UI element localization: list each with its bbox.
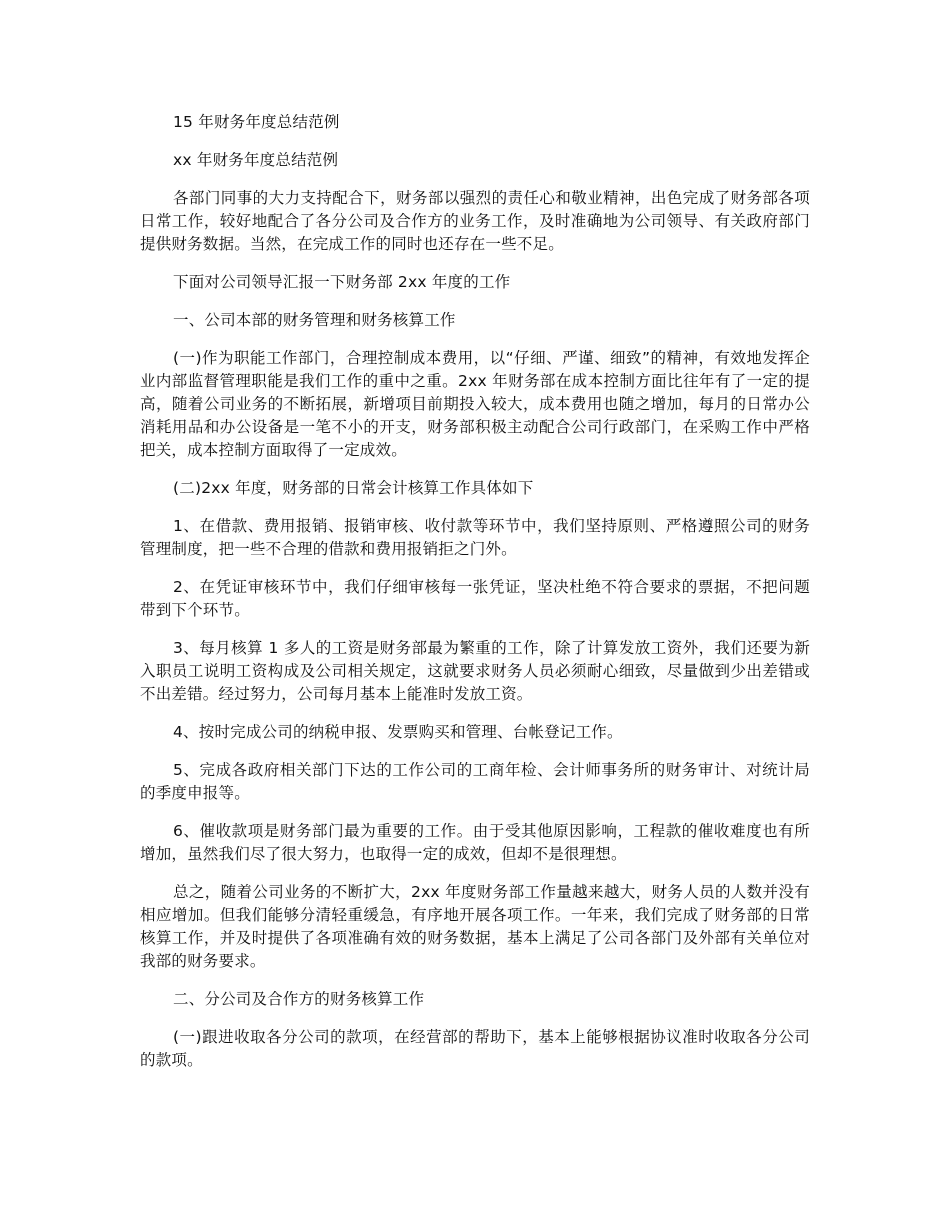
report-lead-line: 下面对公司领导汇报一下财务部 2xx 年度的工作 (173, 273, 511, 291)
section-2-paragraph-1: (一)跟进收取各分公司的款项，在经营部的帮助下，基本上能够根据协议准时收取各分公司的款项。 (140, 1028, 810, 1069)
section-heading-1: 一、公司本部的财务管理和财务核算工作 (173, 311, 456, 329)
list-item-6: 6、催收款项是财务部门最为重要的工作。由于受其他原因影响，工程款的催收难度也有所增加，虽然我们尽了很大努力，也取得一定的成效，但却不是很理想。 (140, 822, 810, 863)
summary-paragraph: 总之，随着公司业务的不断扩大，2xx 年度财务部工作量越来越大，财务人员的人数并没有相应增加。但我们能够分清轻重缓急，有序地开展各项工作。一年来，我们完成了财务部的日常核算工作，并及时提供了各项准确有效的财务数据，基本上满足了公司各部门及外部有关单位对我部的财务要求。 (140, 883, 810, 970)
subsection-1-paragraph: (一)作为职能工作部门，合理控制成本费用，以“仔细、严谨、细致”的精神，有效地发挥企业内部监督管理职能是我们工作的重中之重。2xx 年财务部在成本控制方面比往年有了一定的提高，随着公司业务的不断拓展，新增项目前期投入较大，成本费用也随之增加，每月的日常办公消耗用品和办公设备是一笔不小的开支，财务部积极主动配合公司行政部门，在采购工作中严格把关，成本控制方面取得了一定成效。 (140, 349, 810, 459)
list-item-3: 3、每月核算 1 多人的工资是财务部最为繁重的工作，除了计算发放工资外，我们还要为新入职员工说明工资构成及公司相关规定，这就要求财务人员必须耐心细致，尽量做到少出差错或不出差错。经过努力，公司每月基本上能准时发放工资。 (140, 639, 810, 703)
list-item-2: 2、在凭证审核环节中，我们仔细审核每一张凭证，坚决杜绝不符合要求的票据，不把问题带到下个环节。 (140, 578, 810, 619)
intro-paragraph: 各部门同事的大力支持配合下，财务部以强烈的责任心和敬业精神，出色完成了财务部各项日常工作，较好地配合了各分公司及合作方的业务工作，及时准确地为公司领导、有关政府部门提供财务数据。当然，在完成工作的同时也还存在一些不足。 (140, 189, 810, 253)
list-item-1: 1、在借款、费用报销、报销审核、收付款等环节中，我们坚持原则、严格遵照公司的财务管理制度，把一些不合理的借款和费用报销拒之门外。 (140, 517, 810, 558)
document-subtitle: xx 年财务年度总结范例 (173, 151, 339, 169)
document-title: 15 年财务年度总结范例 (173, 113, 340, 131)
section-heading-2: 二、分公司及合作方的财务核算工作 (173, 990, 425, 1008)
list-item-5: 5、完成各政府相关部门下达的工作公司的工商年检、会计师事务所的财务审计、对统计局的季度申报等。 (140, 761, 810, 802)
subsection-2-heading: (二)2xx 年度，财务部的日常会计核算工作具体如下 (173, 479, 534, 497)
list-item-4: 4、按时完成公司的纳税申报、发票购买和管理、台帐登记工作。 (173, 723, 623, 741)
